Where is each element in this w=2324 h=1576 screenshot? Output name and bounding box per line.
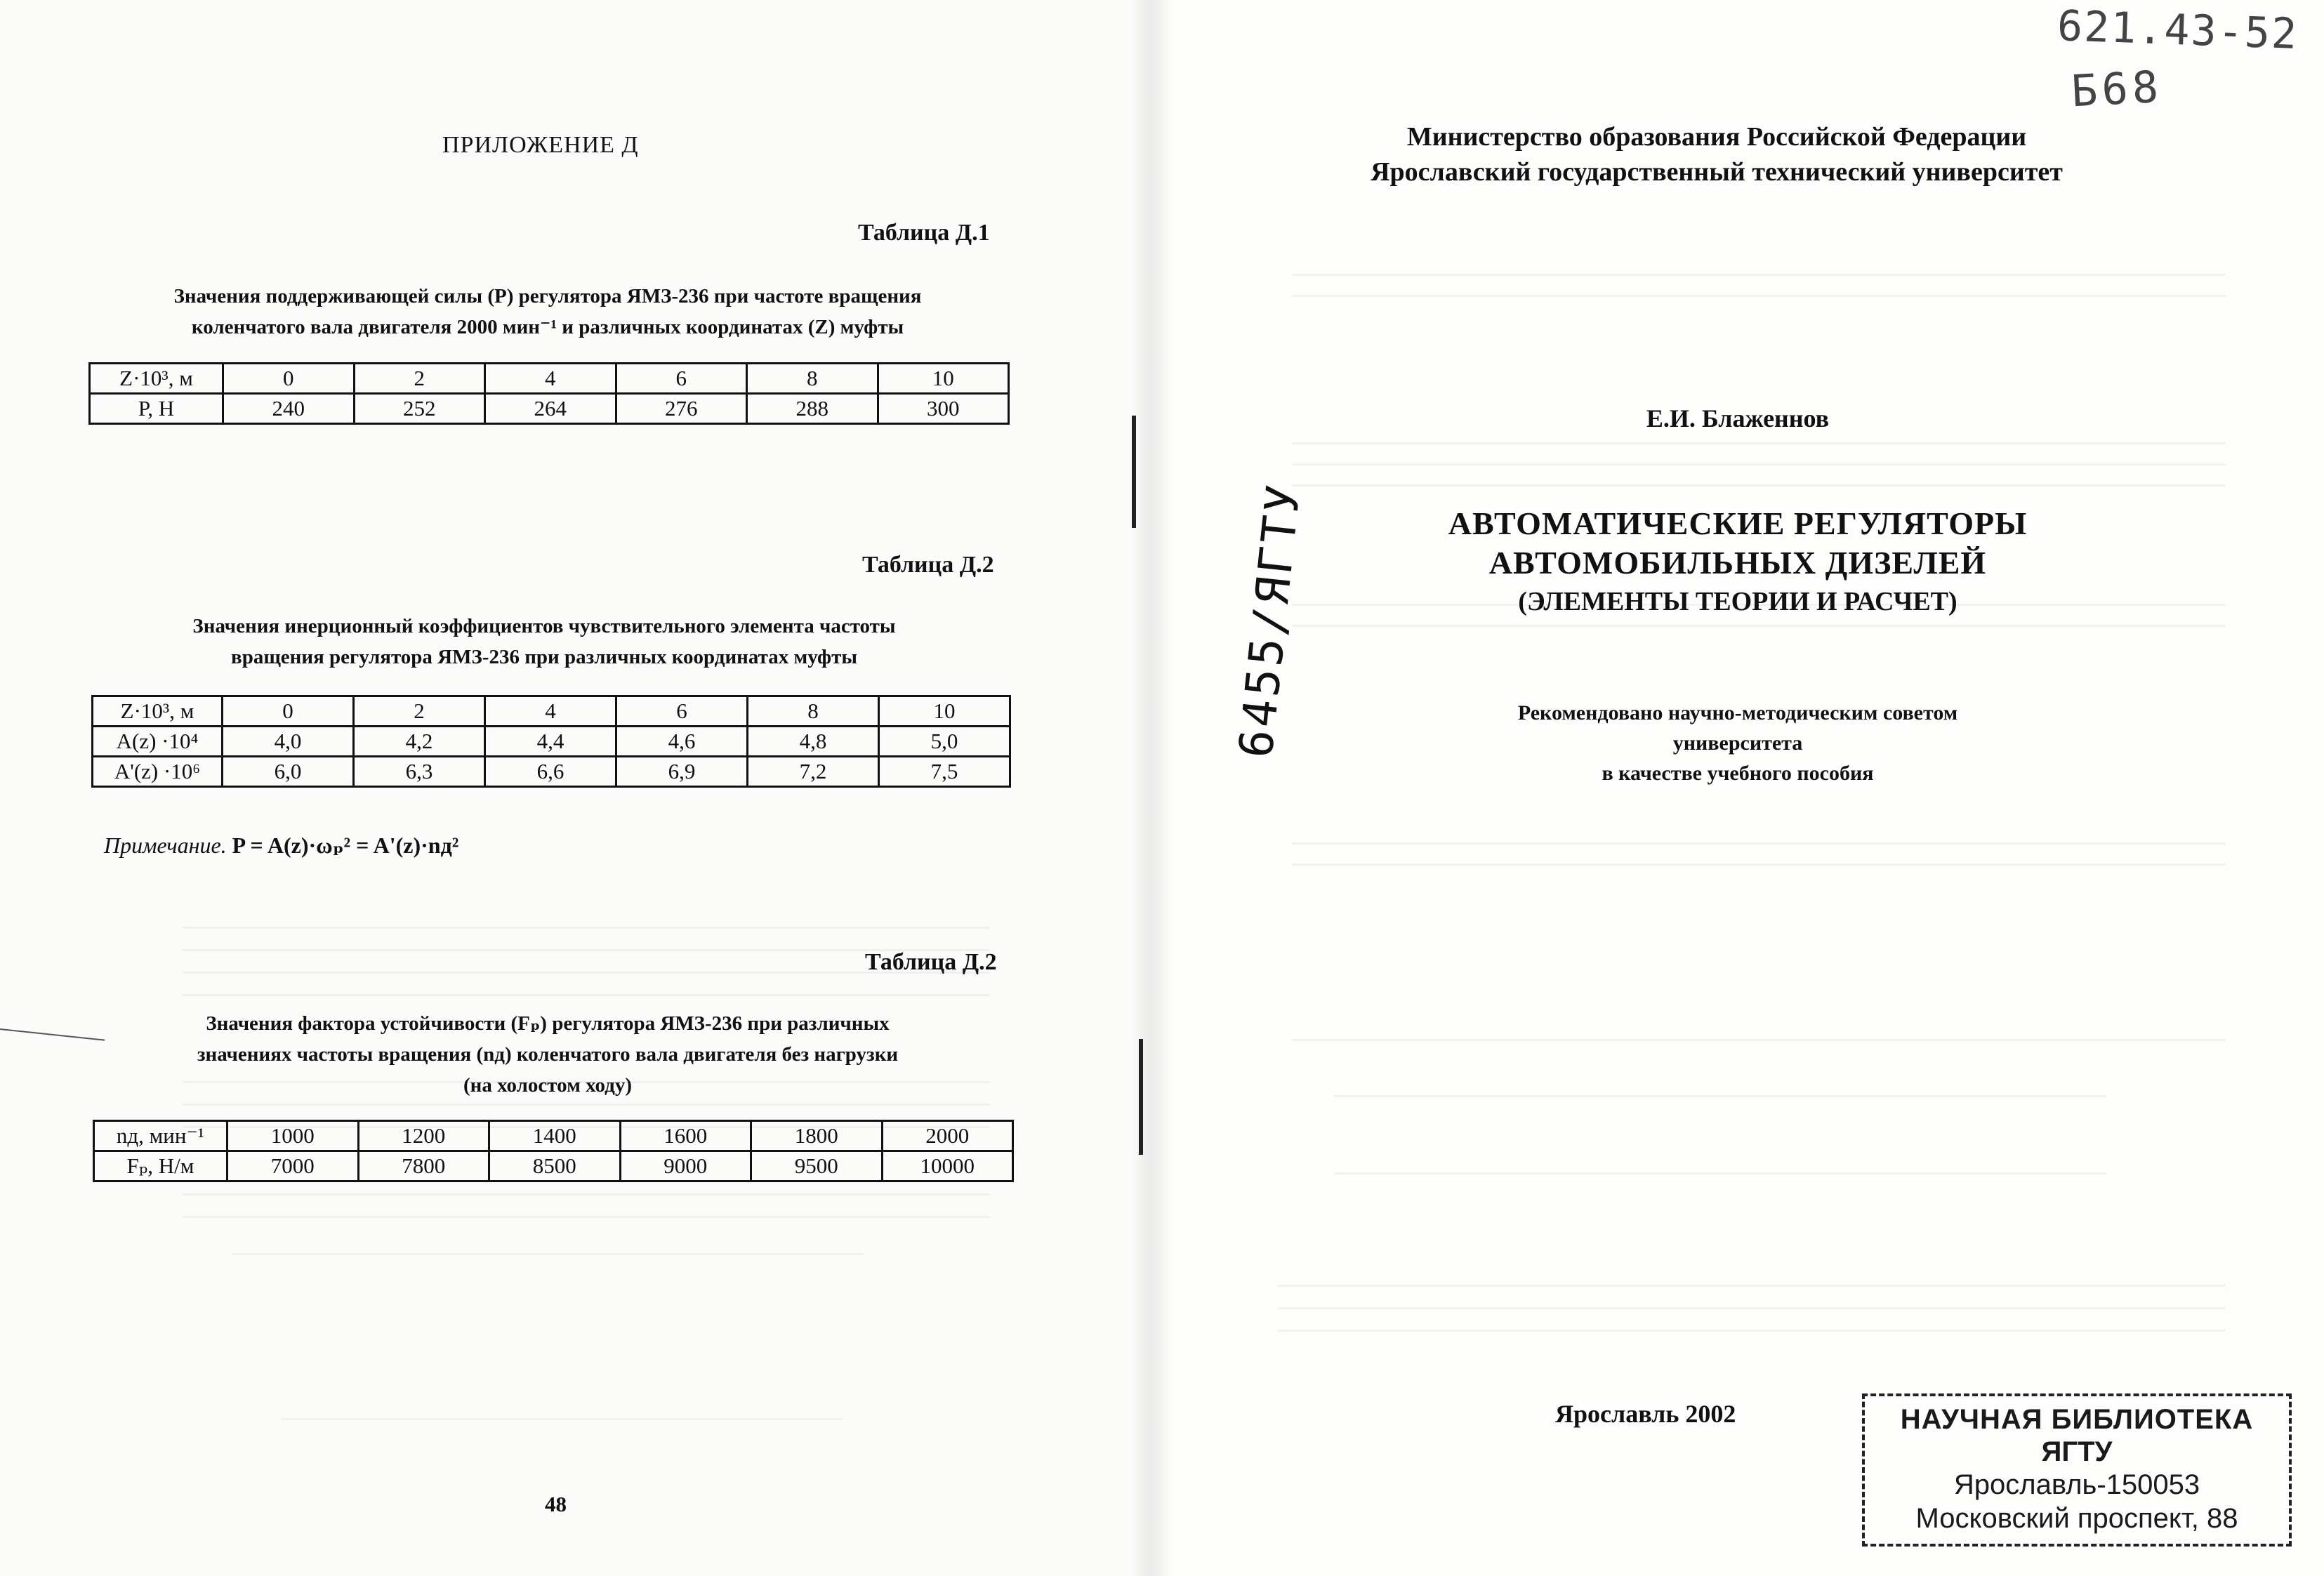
table-cell: 6,3 — [354, 757, 485, 787]
table-cell: 10 — [879, 696, 1010, 727]
table-cell: A(z) ·10⁴ — [93, 727, 223, 757]
table-d3 — [93, 1120, 1014, 1182]
spine-mark — [1139, 1039, 1143, 1155]
subtitle-line: (ЭЛЕМЕНТЫ ТЕОРИИ И РАСЧЕТ) — [1518, 587, 1957, 616]
handwritten-inventory-number: 6455/ЯГТУ — [1229, 479, 1312, 761]
publisher-header — [1151, 119, 2324, 190]
bleed-through-line — [1292, 842, 2226, 845]
stamp-line: Московский проспект, 88 — [1915, 1503, 2238, 1534]
table-d2 — [91, 695, 1011, 788]
bleed-through-line — [1292, 625, 2226, 627]
bleed-through-line — [232, 1253, 864, 1255]
table-cell: 240 — [223, 394, 355, 424]
bleed-through-line — [281, 1418, 843, 1420]
table-cell: 1200 — [358, 1121, 489, 1151]
recommend-line: в качестве учебного пособия — [1602, 762, 1874, 785]
table-cell: 252 — [354, 394, 485, 424]
table-cell: nд, мин⁻¹ — [94, 1121, 227, 1151]
city-year: Ярославль 2002 — [1555, 1400, 1736, 1428]
university-line: Ярославский государственный технический университет — [1371, 157, 2063, 187]
table-cell: 5,0 — [879, 727, 1010, 757]
table-cell: 9000 — [620, 1151, 751, 1181]
bleed-through-line — [1292, 1039, 2226, 1041]
library-stamp — [1862, 1393, 2292, 1547]
table-cell: 276 — [616, 394, 747, 424]
table-caption — [98, 1008, 997, 1101]
caption-line: Значения инерционный коэффициентов чувствительного элемента частоты — [192, 615, 896, 637]
table-cell: 10000 — [882, 1151, 1013, 1181]
table-cell: 264 — [485, 394, 616, 424]
note-label: Примечание. — [104, 833, 227, 858]
table-caption — [98, 611, 990, 673]
bleed-through-line — [1292, 274, 2226, 276]
table-cell: 4,4 — [485, 727, 616, 757]
table-cell: 7000 — [227, 1151, 359, 1181]
scan-artifact-line — [0, 1028, 105, 1041]
book-spine — [1130, 0, 1173, 1576]
table-cell: 1400 — [489, 1121, 621, 1151]
stamp-line: Ярославль-150053 — [1953, 1469, 2200, 1500]
table-cell: 4 — [485, 696, 616, 727]
table-cell: 1000 — [227, 1121, 359, 1151]
table-cell: 7,5 — [879, 757, 1010, 787]
table-row — [90, 364, 1009, 394]
bleed-through-line — [183, 1104, 990, 1106]
table-cell: 7,2 — [748, 757, 879, 787]
table-cell: Р, Н — [90, 394, 223, 424]
table-d1 — [88, 362, 1010, 425]
table-row — [93, 727, 1010, 757]
caption-line: коленчатого вала двигателя 2000 мин⁻¹ и различных координатах (Z) муфты — [191, 316, 904, 338]
table-cell: 4,8 — [748, 727, 879, 757]
table-cell: 0 — [223, 364, 355, 394]
spine-mark — [1132, 416, 1136, 528]
table-cell: 6 — [616, 696, 748, 727]
title-line: АВТОМАТИЧЕСКИЕ РЕГУЛЯТОРЫ — [1448, 505, 2028, 541]
bleed-through-line — [1278, 1330, 2226, 1332]
bleed-through-line — [183, 1216, 990, 1218]
table-cell: 0 — [223, 696, 354, 727]
table-cell: Fₚ, Н/м — [94, 1151, 227, 1181]
table-cell: 6,6 — [485, 757, 616, 787]
recommendation-text — [1151, 698, 2324, 788]
table-cell: 7800 — [358, 1151, 489, 1181]
bleed-through-line — [1292, 442, 2226, 444]
table-cell: 4,2 — [354, 727, 485, 757]
caption-line: Значения поддерживающей силы (Р) регулятора ЯМЗ-236 при частоте вращения — [173, 285, 922, 307]
handwritten-classification-code: 621.43-52 — [2056, 1, 2299, 59]
table-row — [93, 757, 1010, 787]
table-cell: 10 — [878, 364, 1009, 394]
table-label: Таблица Д.1 — [858, 220, 990, 246]
table-cell: 288 — [747, 394, 878, 424]
table-cell: 8500 — [489, 1151, 621, 1181]
bleed-through-line — [1278, 1285, 2226, 1287]
bleed-through-line — [183, 1193, 990, 1196]
bleed-through-line — [1334, 1095, 2106, 1097]
recommend-line: Рекомендовано научно-методическим советом — [1517, 701, 1958, 724]
table-label: Таблица Д.2 — [865, 949, 997, 975]
bleed-through-line — [1292, 463, 2226, 465]
table-cell: 2 — [354, 696, 485, 727]
table-row — [94, 1151, 1013, 1181]
table-cell: 6,0 — [223, 757, 354, 787]
table-cell: Z·10³, м — [90, 364, 223, 394]
caption-line: (на холостом ходу) — [463, 1074, 632, 1097]
table-label: Таблица Д.2 — [862, 552, 994, 578]
book-title — [1151, 504, 2324, 621]
appendix-title: ПРИЛОЖЕНИЕ Д — [442, 132, 639, 158]
table-caption — [84, 281, 1011, 343]
table-cell: 1800 — [751, 1121, 883, 1151]
table-cell: A'(z) ·10⁶ — [93, 757, 223, 787]
table-cell: 300 — [878, 394, 1009, 424]
recommend-line: университета — [1672, 731, 1803, 755]
table-row — [90, 394, 1009, 424]
table-cell: 6 — [616, 364, 747, 394]
left-page — [0, 0, 1151, 1576]
table-cell: 8 — [748, 696, 879, 727]
table-row — [93, 696, 1010, 727]
table-cell: 6,9 — [616, 757, 748, 787]
table-row — [94, 1121, 1013, 1151]
bleed-through-line — [1292, 295, 2226, 297]
bleed-through-line — [1292, 863, 2226, 866]
table-cell: 4,6 — [616, 727, 748, 757]
stamp-line: ЯГТУ — [2041, 1436, 2113, 1467]
table-cell: 8 — [747, 364, 878, 394]
ministry-line: Министерство образования Российской Федерации — [1406, 122, 2027, 152]
bleed-through-line — [1334, 1172, 2106, 1174]
table-cell: 2000 — [882, 1121, 1013, 1151]
bleed-through-line — [1278, 1307, 2226, 1309]
table-cell: 4 — [485, 364, 616, 394]
title-line: АВТОМОБИЛЬНЫХ ДИЗЕЛЕЙ — [1488, 545, 1987, 581]
handwritten-author-mark: Б68 — [2070, 60, 2164, 117]
caption-line: вращения регулятора ЯМЗ-236 при различных координатах муфты — [231, 646, 857, 668]
table-note — [104, 832, 458, 859]
table-cell: 9500 — [751, 1151, 883, 1181]
table-cell: 2 — [354, 364, 485, 394]
bleed-through-line — [183, 927, 990, 929]
table-cell: Z·10³, м — [93, 696, 223, 727]
stamp-line: НАУЧНАЯ БИБЛИОТЕКА — [1900, 1404, 2254, 1435]
table-cell: 1600 — [620, 1121, 751, 1151]
note-formula: P = A(z)·ωₚ² = A'(z)·nд² — [232, 833, 459, 858]
author-name: Е.И. Блаженнов — [1646, 404, 1830, 432]
bleed-through-line — [1292, 484, 2226, 486]
bleed-through-line — [183, 994, 990, 996]
right-page — [1151, 0, 2324, 1576]
page-number: 48 — [545, 1492, 567, 1516]
table-cell: 4,0 — [223, 727, 354, 757]
caption-line: значениях частоты вращения (nд) коленчатого вала двигателя без нагрузки — [197, 1043, 899, 1066]
caption-line: Значения фактора устойчивости (Fₚ) регулятора ЯМЗ-236 при различных — [206, 1012, 890, 1035]
